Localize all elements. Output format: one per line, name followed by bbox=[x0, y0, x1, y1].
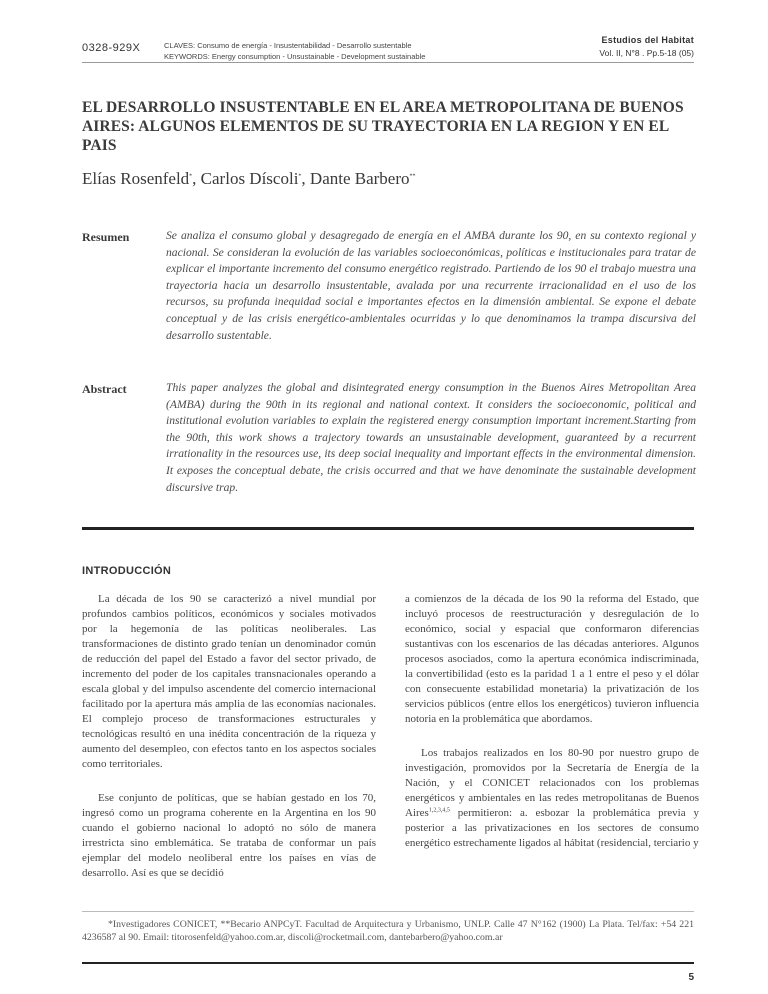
footnote: *Investigadores CONICET, **Becario ANPCyT. Facultad de Arquitectura y Urbanismo, UNLP. Calle 47 N°162 (1900) La Plata. Tel/fax: +54 221 4236587 al 90. Email: titorosenfeld@yahoo.com.ar, discoli@rocketmail.com, dantebarbero@yahoo.com.ar bbox=[82, 919, 694, 943]
body-paragraph: La década de los 90 se caracterizó a nivel mundial por profundos cambios políticos, económicos y sociales motivados por la hegemonía de las políticas neoliberales. Las transformaciones de distinto grado tenían un denominador común de reducción del papel del Estado a favor del sector privado, de incremento del poder de los capitales transnacionales operando a escala global y del impulso ascendente del comercio internacional facilitado por la apertura más amplia de las economías nacionales. El complejo proceso de transformaciones estructurales y tecnológicas resultó en una inédita concentración de la riqueza y aumento del desempleo, con efectos tanto en los aspectos sociales como territoriales. bbox=[82, 593, 376, 770]
author-name: Dante Barbero bbox=[309, 169, 410, 188]
resumen-text: Se analiza el consumo global y desagregado de energía en el AMBA durante los 90, en su contexto regional y nacional. Se consideran la evolución de las variables socioeconómicas, políticas e institucionales para tratar de explicar el importante incremento del consumo energético registrado. Partiendo de los 90 el trabajo muestra una trayectoria hacia un desarrollo insustentable, avalada por una recurrente irracionalidad en el uso de los recursos, su profunda inequidad social e importantes efectos en la dimensión ambiental. Se expone el debate conceptual y de las crisis energético-ambientales ocurridas y lo que denominamos la trampa discursiva del desarrollo sustentable. bbox=[166, 229, 696, 342]
body-paragraph: a comienzos de la década de los 90 la reforma del Estado, que incluyó procesos de reestructuración y desregulación de lo económico, social y espacial que conformaron diferencias sustantivas con los escenarios de las décadas anteriores. Algunos procesos asociados, como la apertura económica indiscriminada, la convertibilidad (esto es la paridad 1 a 1 entre el peso y el dólar con consecuente estabilidad monetaria) la privatización de los servicios públicos (entre ellos los energéticos) tuvieron influencia notoria en la problemática que abordamos. bbox=[405, 593, 699, 725]
issn-code: 0328-929X bbox=[82, 42, 141, 54]
journal-volume: Vol. II, N°8 . Pp.5-18 (05) bbox=[599, 48, 694, 58]
keywords-block bbox=[164, 40, 425, 62]
claves-line: CLAVES: Consumo de energía - Insustentabilidad - Desarrollo sustentable bbox=[164, 41, 412, 50]
footnote-rule bbox=[82, 911, 694, 912]
keywords-line: KEYWORDS: Energy consumption - Unsustainable - Development sustainable bbox=[164, 52, 426, 61]
section-divider bbox=[82, 527, 694, 530]
author-list bbox=[82, 169, 416, 189]
author-mark: ** bbox=[409, 173, 416, 180]
journal-name: Estudios del Habitat bbox=[601, 35, 694, 45]
author-mark: * bbox=[189, 173, 193, 180]
journal-info bbox=[599, 34, 694, 60]
page-number: 5 bbox=[688, 972, 694, 983]
abstract-label: Abstract bbox=[82, 382, 127, 396]
paper-title: EL DESARROLLO INSUSTENTABLE EN EL AREA METROPOLITANA DE BUENOS AIRES: ALGUNOS ELEMENTOS DE SU TRAYECTORIA EN LA REGION Y EN EL PAIS bbox=[82, 99, 684, 154]
resumen-label: Resumen bbox=[82, 230, 130, 244]
body-paragraph: Ese conjunto de políticas, que se habían gestado en los 70, ingresó como un programa coherente en la Argentina en los 90 cuando el gobierno nacional lo adoptó no sólo de manera irrestricta sino emblemática. Se trataba de conformar un país ejemplar del modelo neoliberal entre los países en vías de desarrollo. Así es que se decidió bbox=[82, 792, 376, 879]
author-mark: * bbox=[298, 173, 302, 180]
author-separator: , bbox=[301, 169, 310, 188]
author-separator: , bbox=[192, 169, 201, 188]
abstract-text: This paper analyzes the global and disintegrated energy consumption in the Buenos Aires Metropolitan Area (AMBA) during the 90th in its regional and national context. It considers the socioeconomic, political and institutional evolution variables to explain the registered energy consumption important increment.Starting from the 90th, this work shows a trajectory towards an unsustainable development, guaranteed by a recurrent irrationality in the resources use, its deep social inequality and important effects in the environmental dimension. It exposes the conceptual debate, the crisis occurred and that we have denominate the sustainable development discursive trap. bbox=[166, 381, 696, 494]
section-title: INTRODUCCIÓN bbox=[82, 565, 172, 577]
citation-refs: 1,2,3,4,5 bbox=[428, 807, 450, 814]
author-name: Elías Rosenfeld bbox=[82, 169, 190, 188]
paragraph-text: Los trabajos realizados en los 80-90 por nuestro grupo de investigación, promovidos por la Secretaría de Energía de la Nación, y el CONICET relacionados con los problemas energéticos y ambientales en las redes metropolitanas de Buenos Aires bbox=[405, 747, 699, 819]
footer-rule bbox=[82, 962, 694, 964]
body-paragraph bbox=[405, 746, 699, 851]
header-rule bbox=[82, 62, 694, 63]
body-column-left bbox=[82, 592, 376, 900]
body-column-right bbox=[405, 592, 699, 870]
paragraph-text: permitieron: a. esbozar la problemática previa y posterior a las privatizaciones en los sectores de consumo energético estrechamente ligados al hábitat (residencial, terciario y bbox=[405, 807, 699, 849]
author-name: Carlos Díscoli bbox=[200, 169, 299, 188]
